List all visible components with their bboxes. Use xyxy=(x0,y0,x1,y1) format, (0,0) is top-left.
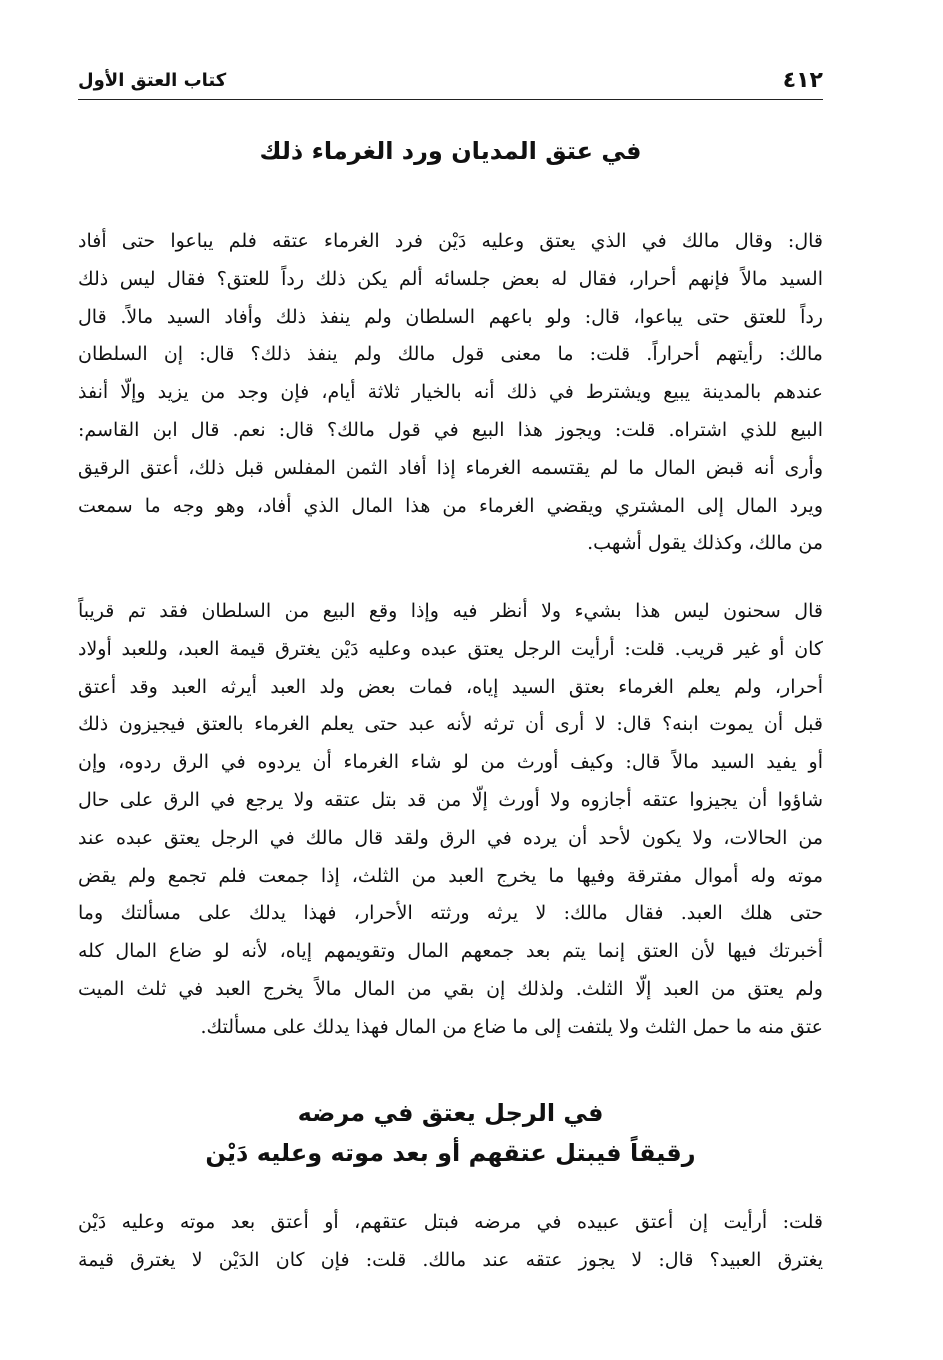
running-header xyxy=(78,60,823,100)
paragraph xyxy=(78,1204,823,1280)
text-line: رداً للعتق حتى يباعوا، قال: ولو باعهم السلطان ولم ينفذ ذلك وأفاد السيد مالاً. قال xyxy=(78,305,823,328)
text-line: وأرى أنه قبض المال ما لم يقتسمه الغرماء إذا أفاد الثمن المفلس قبل ذلك، أعتق الرقيق xyxy=(78,456,823,479)
page-number: ٤١٢ xyxy=(782,68,823,93)
text-line: حتى هلك العبد. فقال مالك: لا يرثه ورثته الأحرار، فهذا يدلك على مسألتك وما xyxy=(78,902,823,925)
text-line: من الحالات، ولا يكون لأحد أن يرده في الرق ولقد قال مالك في الرجل يعتق عبده عند xyxy=(78,826,823,849)
paragraph xyxy=(78,593,823,1047)
text-line: مالك: رأيتهم أحراراً. قلت: ما معنى قول مالك ولم ينفذ ذلك؟ قال: إن السلطان xyxy=(78,343,823,366)
text-line: عتق منه ما حمل الثلث ولا يلتفت إلى ما ضاع من المال فهذا يدلك على مسألتك. xyxy=(200,1015,823,1038)
text-line: أخبرتك فيها لأن العتق إنما يتم بعد جمعهم المال وتقويمهم إياه، لأنه لو ضاع المال كله xyxy=(78,940,823,963)
text-line: ويرد المال إلى المشتري ويقضي الغرماء من هذا المال الذي أفاد، وهو وجه ما سمعت xyxy=(78,494,823,517)
text-line: قال: وقال مالك في الذي يعتق وعليه دَيْن فرد الغرماء عتقه فلم يباعوا حتى أفاد xyxy=(78,230,823,252)
text-line: السيد مالاً فإنهم أحرار، فقال له بعض جلسائه ألم يكن ذلك رداً للعتق؟ فقال ليس ذلك xyxy=(78,267,823,290)
text-line: ولم يعتق من العبد إلّا الثلث. ولذلك إن بقي من المال مالاً يخرج العبد في ثلث الميت xyxy=(78,977,823,1000)
text-line: أو يفيد السيد مالاً قال: وكيف أورث من لو شاء الغرماء أن يردوه في الرق ردوه، وإن xyxy=(78,751,823,774)
text-line: قال سحنون ليس هذا بشيء ولا أنظر فيه وإذا وقع البيع من السلطان فقد تم قريباً xyxy=(78,600,823,622)
text-line: كان أو غير قريب. قلت: أرأيت الرجل يعتق عبده وعليه دَيْن يغترق قيمة العبد، وللعبد أولاد xyxy=(78,637,823,660)
text-line: قلت: أرأيت إن أعتق عبيده في مرضه فبتل عتقهم، أو أعتق بعد موته وعليه دَيْن xyxy=(78,1211,823,1233)
text-line: عندهم بالمدينة يبيع ويشترط في ذلك أنه بالخيار ثلاثة أيام، فإن وجد من يزيد وإلّا أنفذ xyxy=(78,381,823,404)
header-rule xyxy=(78,99,823,100)
text-line: شاؤوا أن يجيزوا عتقه أجازوه ولا أورث إلّا من قد بتل عتقه ولا يرجع في الرق على حال xyxy=(78,788,823,811)
section-heading xyxy=(78,1093,823,1173)
paragraph xyxy=(78,223,823,563)
text-line: قبل أن يموت ابنه؟ قال: لا أرى أن ترثه لأنه عبد حتى يعلم الغرماء بالعتق فيجيزون ذلك xyxy=(78,713,823,736)
text-line: البيع للذي اشتراه. قلت: ويجوز هذا البيع في قول مالك؟ قال: نعم. قال ابن القاسم: xyxy=(78,418,823,441)
section-heading-line: رقيقاً فيبتل عتقهم أو بعد موته وعليه دَيْن xyxy=(205,1139,696,1167)
text-line: يغترق العبيد؟ قال: لا يجوز عتقه عند مالك. قلت: فإن كان الدَيْن لا يغترق قيمة xyxy=(78,1248,823,1271)
text-line: من مالك، وكذلك يقول أشهب. xyxy=(587,532,823,555)
section-heading-line: في الرجل يعتق في مرضه xyxy=(297,1099,604,1127)
text-line: موته وله أموال مفترقة وفيها ما يخرج العبد من الثلث، إذا جمعت فلم تجمع ولم يقض xyxy=(78,864,823,887)
text-line: أحرار، ولم يعلم الغرماء بعتق السيد إياه، فمات بعض ولد العبد أيرثه العبد وقد أعتق xyxy=(78,675,823,698)
section-heading: في عتق المديان ورد الغرماء ذلك xyxy=(259,137,642,165)
book-title: كتاب العتق الأول xyxy=(78,70,227,91)
